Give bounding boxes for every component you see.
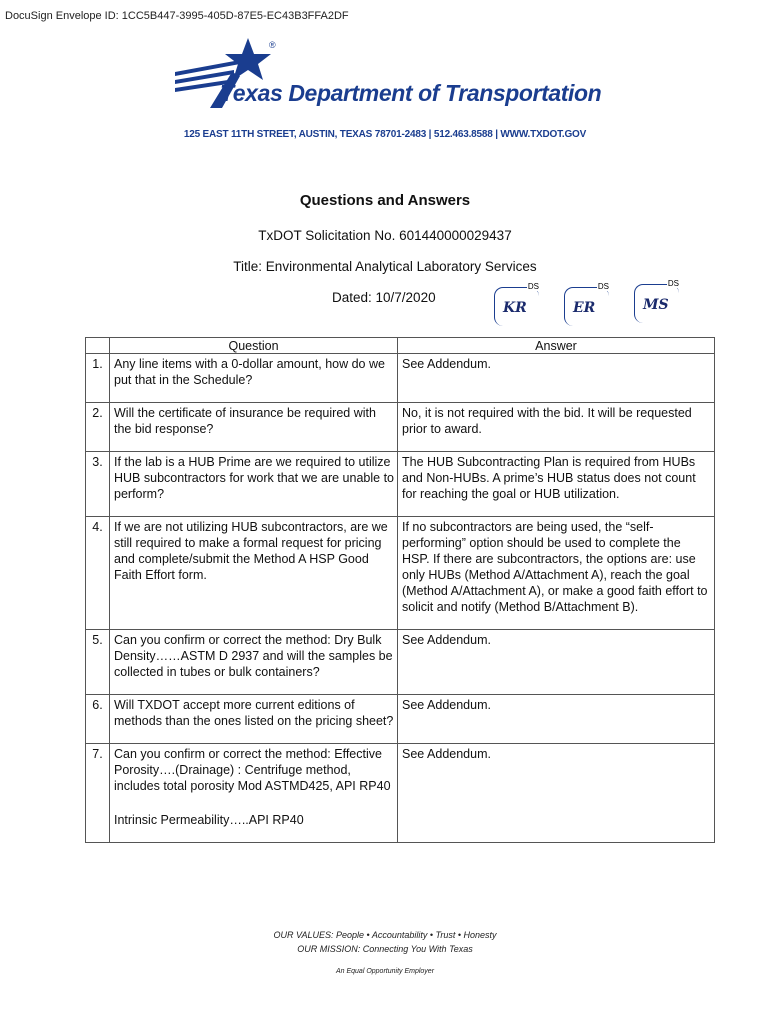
answer-cell: No, it is not required with the bid. It will be requested prior to award. xyxy=(398,403,715,452)
registered-mark: ® xyxy=(269,40,276,50)
envelope-id: DocuSign Envelope ID: 1CC5B447-3995-405D-87E5-EC43B3FFA2DF xyxy=(5,10,349,22)
header-question: Question xyxy=(110,338,398,354)
answer-cell: See Addendum. xyxy=(398,695,715,744)
table-row xyxy=(86,744,715,843)
address-line: 125 EAST 11TH STREET, AUSTIN, TEXAS 78701-2483 | 512.463.8588 | WWW.TXDOT.GOV xyxy=(183,129,587,140)
row-number: 4. xyxy=(86,517,110,630)
signature-stamp-3 xyxy=(634,279,680,323)
footer-values: OUR VALUES: People • Accountability • Trust • Honesty xyxy=(273,930,497,940)
answer-cell: If no subcontractors are being used, the “self-performing” option should be used to complete the HSP. If there are subcontractors, the options are: use only HUBs (Method A/Attachment A), reach the goal (Method A/Attachment A), or make a good faith effort to solicit and notify (Method B/Attachment B). xyxy=(398,517,715,630)
question-text: Can you confirm or correct the method: Effective Porosity….(Drainage) : Centrifuge method, includes total porosity Mod ASTMD425, API RP40 xyxy=(114,747,391,793)
row-number: 6. xyxy=(86,695,110,744)
header-num xyxy=(86,338,110,354)
question-cell: If the lab is a HUB Prime are we required to utilize HUB subcontractors for work that we are unable to perform? xyxy=(110,452,398,517)
signature-initials: MS xyxy=(643,297,669,313)
question-cell xyxy=(110,744,398,843)
table-row xyxy=(86,354,715,403)
question-cell: Will the certificate of insurance be required with the bid response? xyxy=(110,403,398,452)
ds-label: DS xyxy=(667,279,679,288)
qa-table xyxy=(85,337,715,843)
signature-initials: KR xyxy=(503,300,527,316)
signature-stamp-1 xyxy=(494,282,540,326)
header-answer: Answer xyxy=(398,338,715,354)
solicitation-number: TxDOT Solicitation No. 601440000029437 xyxy=(258,228,512,243)
question-cell: Will TXDOT accept more current editions of methods than the ones listed on the pricing sheet? xyxy=(110,695,398,744)
answer-cell: See Addendum. xyxy=(398,354,715,403)
answer-cell: See Addendum. xyxy=(398,744,715,843)
table-row xyxy=(86,517,715,630)
solicitation-title: Title: Environmental Analytical Laboratory Services xyxy=(233,259,537,274)
ds-label: DS xyxy=(597,282,609,291)
row-number: 1. xyxy=(86,354,110,403)
table-row xyxy=(86,452,715,517)
question-cell: If we are not utilizing HUB subcontractors, are we still required to make a formal request for pricing and complete/submit the Method A HSP Good Faith Effort form. xyxy=(110,517,398,630)
row-number: 5. xyxy=(86,630,110,695)
question-cell: Can you confirm or correct the method: Dry Bulk Density……ASTM D 2937 and will the samples be collected in tubes or bulk containers? xyxy=(110,630,398,695)
signature-stamp-2 xyxy=(564,282,610,326)
org-name: Texas Department of Transportation xyxy=(220,80,602,106)
question-extra-text: Intrinsic Permeability…..API RP40 xyxy=(114,813,304,827)
table-header-row xyxy=(86,338,715,354)
table-row xyxy=(86,403,715,452)
signature-initials: ER xyxy=(573,300,596,316)
footer-eoe: An Equal Opportunity Employer xyxy=(335,968,435,975)
footer-mission: OUR MISSION: Connecting You With Texas xyxy=(297,944,473,954)
question-cell: Any line items with a 0-dollar amount, how do we put that in the Schedule? xyxy=(110,354,398,403)
dated: Dated: 10/7/2020 xyxy=(332,290,436,305)
table-row xyxy=(86,630,715,695)
answer-cell: See Addendum. xyxy=(398,630,715,695)
ds-label: DS xyxy=(527,282,539,291)
table-row xyxy=(86,695,715,744)
row-number: 7. xyxy=(86,744,110,843)
page-heading: Questions and Answers xyxy=(299,192,471,209)
row-number: 3. xyxy=(86,452,110,517)
row-number: 2. xyxy=(86,403,110,452)
answer-cell: The HUB Subcontracting Plan is required from HUBs and Non-HUBs. A prime’s HUB status does not count for reaching the goal or HUB utilization. xyxy=(398,452,715,517)
